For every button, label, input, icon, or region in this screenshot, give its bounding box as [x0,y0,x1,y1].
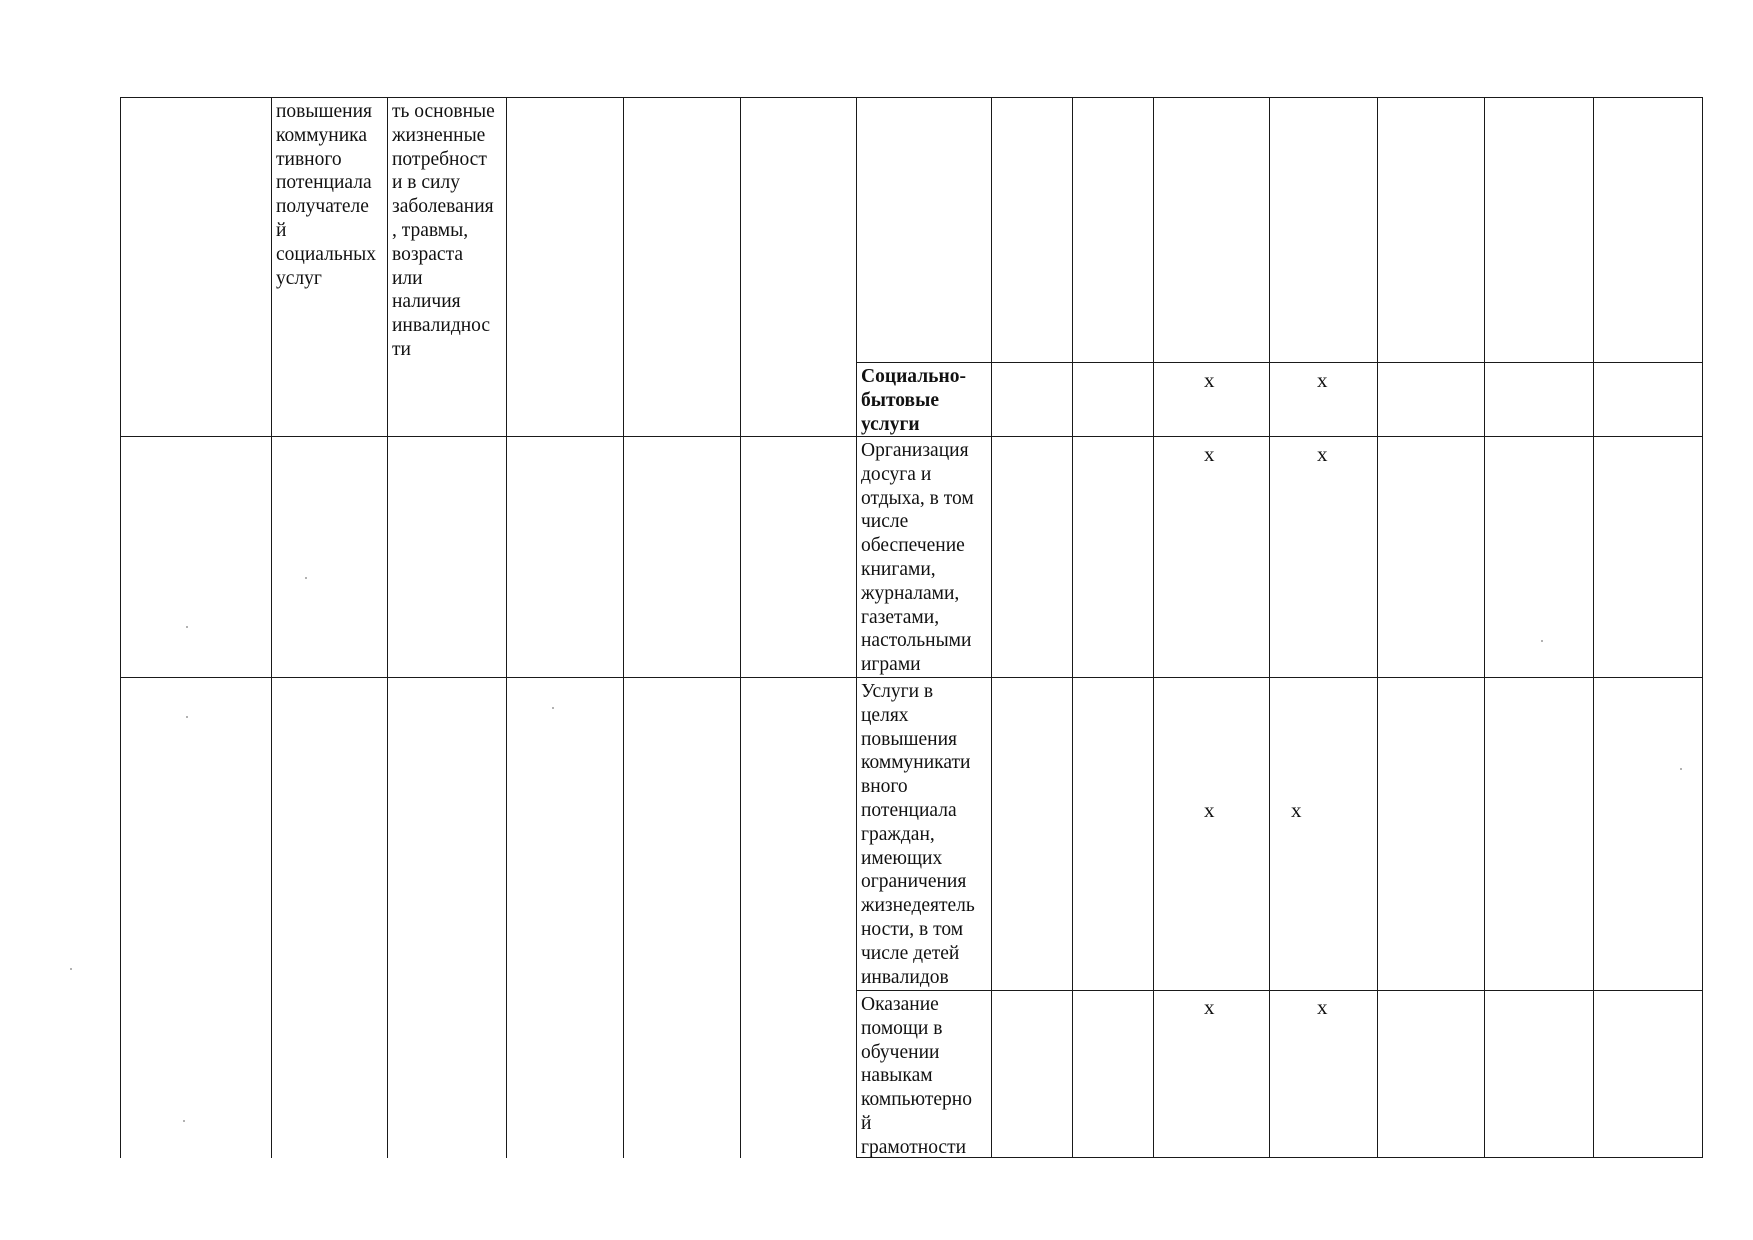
table-cell-s3-c12 [1377,677,1484,990]
table-cell-s1-c10 [1153,362,1269,436]
cross-mark: x [1204,442,1215,466]
table-cell-r3-c6 [740,677,856,1158]
table-cell-s2-c12 [1377,436,1484,677]
cross-mark: x [1317,368,1328,392]
table-cell-r1-c3 [387,97,506,436]
table-cell-r3-c5 [623,677,740,1158]
col2-text: повышения коммуника тивного потенциала получателе й социальных услуг [276,101,377,289]
table-cell-r2-c2 [271,436,387,677]
table-cell-top-c7 [856,97,991,362]
col3-text: ть основные жизненные потребност и в силу заболевания , травмы, возраста или наличия инвалиднос ти [392,101,495,360]
table-cell-s4-c12 [1377,990,1484,1158]
table-cell-s2-c11 [1269,436,1377,677]
table-cell-r3-c3 [387,677,506,1158]
table-cell-r2-c3 [387,436,506,677]
cross-mark: x [1204,995,1215,1019]
service-label: Оказание помощи в обучении навыкам компьютерно й грамотности [861,994,972,1158]
service-cell-computer [856,990,991,1158]
service-cell-communication [856,677,991,990]
cross-mark: x [1204,368,1215,392]
table-cell-r2-c1 [120,436,271,677]
table-cell-r2-c4 [506,436,623,677]
table-cell-s1-c13 [1484,362,1593,436]
table-cell-r1-c1 [120,97,271,436]
table-cell-s1-c11 [1269,362,1377,436]
table-cell-top-c14 [1593,97,1703,362]
table-cell-s1-c14 [1593,362,1703,436]
cross-mark: x [1291,798,1302,822]
cross-mark: x [1317,442,1328,466]
table-cell-top-c9 [1072,97,1153,362]
cross-mark: x [1204,798,1215,822]
table-cell-r3-c4 [506,677,623,1158]
table-cell-s2-c13 [1484,436,1593,677]
table-cell-s1-c9 [1072,362,1153,436]
table-cell-top-c13 [1484,97,1593,362]
table-cell-s4-c10 [1153,990,1269,1158]
table-cell-s4-c13 [1484,990,1593,1158]
table-cell-s3-c10 [1153,677,1269,990]
scan-speck [1541,640,1543,642]
table-cell-r1-c4 [506,97,623,436]
table-cell-top-c12 [1377,97,1484,362]
table-cell-r3-c1 [120,677,271,1158]
service-cell-leisure [856,436,991,677]
scan-speck [552,707,554,709]
scan-speck [186,716,188,718]
table-cell-r1-c2 [271,97,387,436]
scan-speck [70,968,72,970]
table-cell-r1-c5 [623,97,740,436]
table-cell-s3-c11 [1269,677,1377,990]
table-cell-s2-c8 [991,436,1072,677]
scan-speck [1680,768,1682,770]
table-cell-s4-c8 [991,990,1072,1158]
table-cell-s1-c8 [991,362,1072,436]
table-cell-s2-c14 [1593,436,1703,677]
table-cell-s2-c9 [1072,436,1153,677]
service-label: Услуги в целях повышения коммуникати вного потенциала граждан, имеющих ограничения жизнедеятель ности, в том числе детей инвалидов [861,681,975,988]
table-cell-r3-c2 [271,677,387,1158]
service-label: Социально- бытовые услуги [861,366,966,435]
table-cell-r1-c6 [740,97,856,436]
service-label: Организация досуга и отдыха, в том числе обеспечение книгами, журналами, газетами, настольными играми [861,440,974,676]
table-cell-top-c10 [1153,97,1269,362]
table-cell-top-c11 [1269,97,1377,362]
scan-speck [186,626,188,628]
cross-mark: x [1317,995,1328,1019]
table-cell-s4-c14 [1593,990,1703,1158]
table-cell-r2-c5 [623,436,740,677]
service-cell-social [856,362,991,436]
table-cell-top-c8 [991,97,1072,362]
scan-speck [305,577,307,579]
table-cell-s2-c10 [1153,436,1269,677]
table-cell-s3-c14 [1593,677,1703,990]
table-cell-s1-c12 [1377,362,1484,436]
table-cell-s3-c8 [991,677,1072,990]
table-cell-s4-c9 [1072,990,1153,1158]
table-cell-s4-c11 [1269,990,1377,1158]
table-cell-r2-c6 [740,436,856,677]
table-cell-s3-c13 [1484,677,1593,990]
scan-speck [183,1120,185,1122]
table-cell-s3-c9 [1072,677,1153,990]
